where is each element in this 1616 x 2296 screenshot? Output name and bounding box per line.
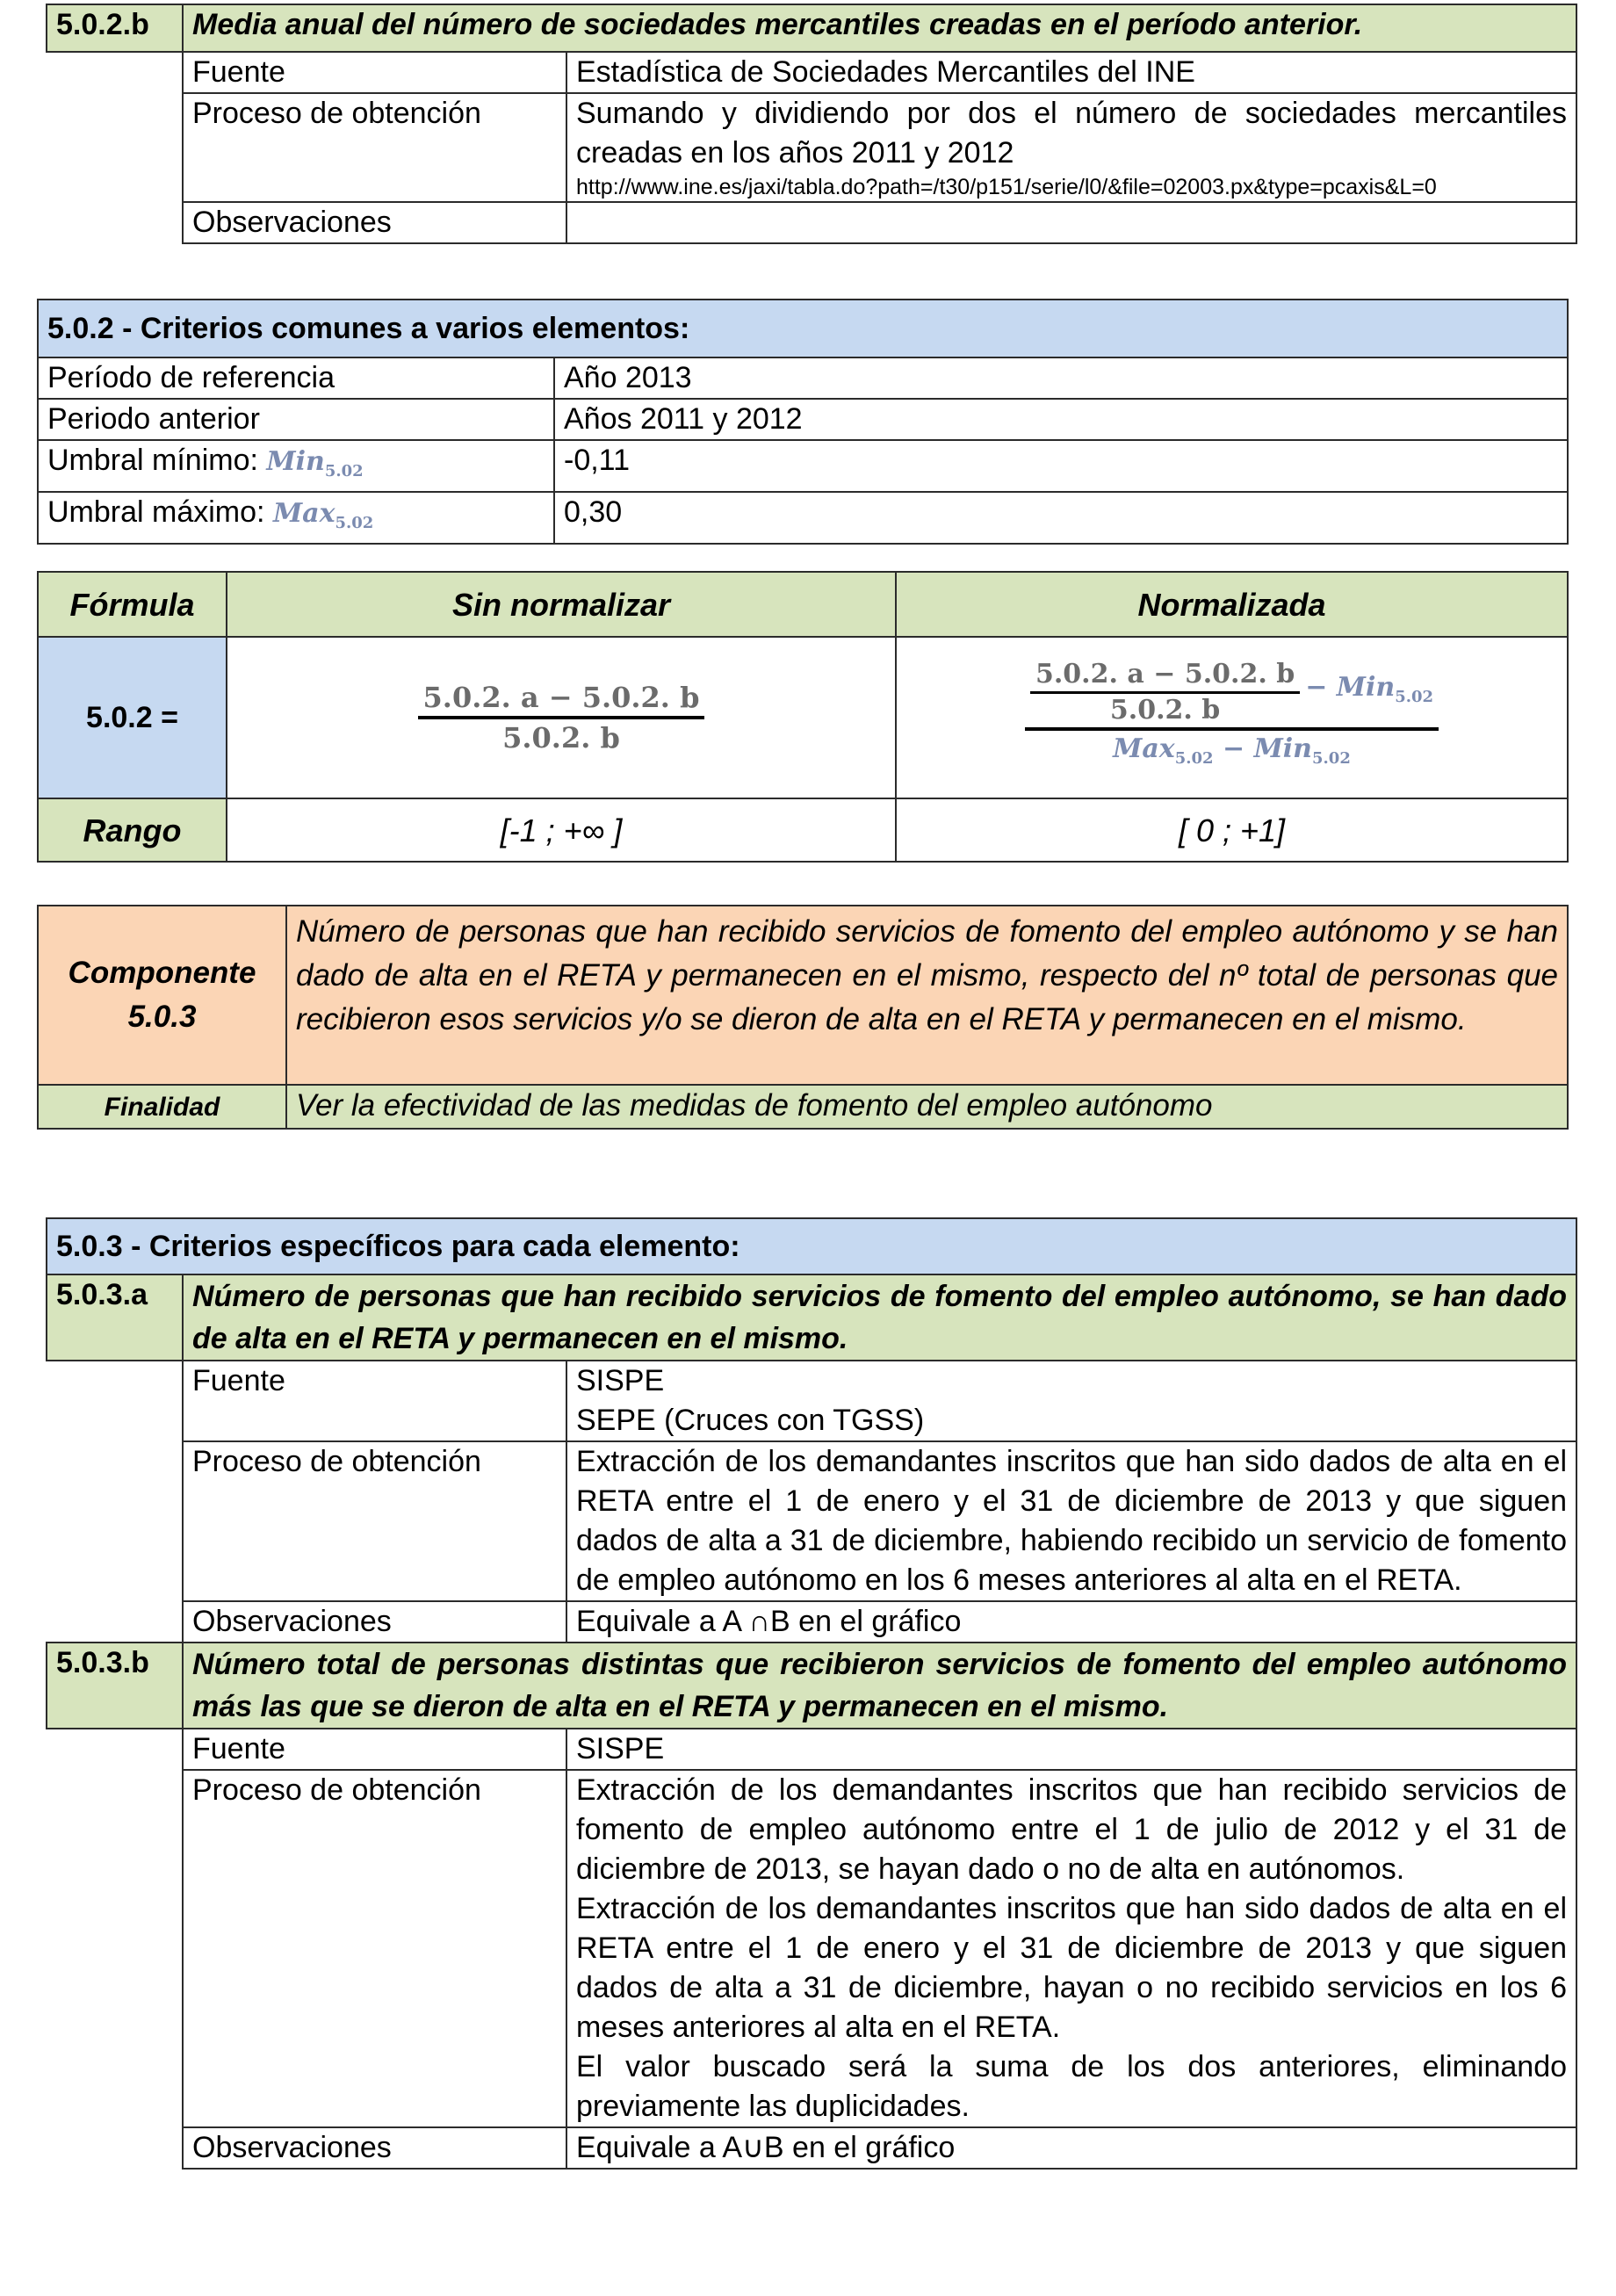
proceso-text: Sumando y dividiendo por dos el número de sociedades mercantiles creadas en los años 2011 y 2012	[576, 97, 1567, 170]
fuente-value-a: SISPE SEPE (Cruces con TGSS)	[566, 1361, 1576, 1441]
crit-value-2: -0,11	[554, 440, 1568, 492]
code-502b: 5.0.2.b	[47, 4, 183, 52]
fuente-label: Fuente	[183, 52, 566, 93]
criterios-especificos-header: 5.0.3 - Criterios específicos para cada elemento:	[47, 1218, 1576, 1274]
table-criterios-especificos	[46, 1217, 1577, 2170]
observ-value-b: Equivale a A∪B en el gráfico	[566, 2127, 1576, 2169]
finalidad-label: Finalidad	[38, 1085, 286, 1129]
normalizada-header: Normalizada	[896, 572, 1568, 637]
criterios-comunes-header: 5.0.2 - Criterios comunes a varios elementos:	[38, 300, 1568, 357]
fuente-value: Estadística de Sociedades Mercantiles del INE	[566, 52, 1576, 93]
crit-label-3: Umbral máximo:	[47, 495, 265, 529]
table-criterios-comunes	[37, 299, 1569, 545]
observ-label: Observaciones	[183, 202, 566, 243]
observ-value-a: Equivale a A ∩B en el gráfico	[566, 1601, 1576, 1643]
table-502b	[46, 4, 1577, 244]
fuente-label-a: Fuente	[183, 1361, 566, 1441]
fraction-sin-normalizar: $\frac{5.0.2. a - 5.0.2. b}{5.0.2. b}$	[418, 681, 705, 755]
crit-value-3: 0,30	[554, 492, 1568, 544]
title-503b: Número total de personas distintas que recibieron servicios de fomento del empleo autónomo más las que se dieron de alta en el RETA y permanecen en el mismo.	[183, 1643, 1576, 1729]
fuente-label-b: Fuente	[183, 1729, 566, 1770]
proceso-value	[566, 93, 1576, 202]
proceso-url: http://www.ine.es/jaxi/tabla.do?path=/t30/p151/serie/l0/&file=02003.px&type=pcaxis&L=0	[576, 175, 1437, 199]
code-503b: 5.0.3.b	[47, 1643, 183, 1729]
observ-label-b: Observaciones	[183, 2127, 566, 2169]
code-503a: 5.0.3.a	[47, 1274, 183, 1361]
crit-label-0: Período de referencia	[38, 357, 554, 399]
fraction-normalizada: $\frac{5.0.2. a - 5.0.2. b}{5.0.2. b}$ − Min$_{5.02}$ Max$_{5.02}$ − Min$_{5.02}$	[1025, 660, 1439, 776]
crit-label-1: Periodo anterior	[38, 399, 554, 440]
crit-row-max	[38, 492, 554, 544]
observ-label-a: Observaciones	[183, 1601, 566, 1643]
proceso-label: Proceso de obtención	[183, 93, 566, 202]
max-symbol: Max$_{5.02}$	[272, 498, 374, 532]
crit-value-0: Año 2013	[554, 357, 1568, 399]
proceso-label-b: Proceso de obtención	[183, 1770, 566, 2127]
formula-sin-normalizar	[227, 637, 896, 798]
fuente-value-b: SISPE	[566, 1729, 1576, 1770]
table-formula	[37, 571, 1569, 863]
rango-sin-normalizar: [-1 ; +∞ ]	[227, 798, 896, 862]
proceso-label-a: Proceso de obtención	[183, 1441, 566, 1601]
min-symbol: Min$_{5.02}$	[266, 446, 364, 480]
proceso-value-a: Extracción de los demandantes inscritos que han sido dados de alta en el RETA entre el 1 de enero y el 31 de diciembre de 2013 y que siguen dados de alta a 31 de diciembre, habiendo recibido un servicio de fomento de empleo autónomo en los 6 meses anteriores al alta en el RETA.	[566, 1441, 1576, 1601]
table-componente	[37, 905, 1569, 1130]
rango-normalizada: [ 0 ; +1]	[896, 798, 1568, 862]
componente-label: Componente 5.0.3	[38, 906, 286, 1085]
title-502b: Media anual del número de sociedades mercantiles creadas en el período anterior.	[183, 4, 1576, 52]
formula-row-label: 5.0.2 =	[38, 637, 227, 798]
crit-value-1: Años 2011 y 2012	[554, 399, 1568, 440]
formula-header: Fórmula	[38, 572, 227, 637]
sin-normalizar-header: Sin normalizar	[227, 572, 896, 637]
crit-label-2: Umbral mínimo:	[47, 444, 258, 477]
proceso-value-b: Extracción de los demandantes inscritos que han recibido servicios de fomento de empleo autónomo entre el 1 de julio de 2012 y el 31 de diciembre de 2013, se hayan dado o no de alta en autónomos. Extracción de los demandantes inscritos que han sido dados de alta en el RETA entre el 1 de enero y el 31 de diciembre de 2013 y que siguen dados de alta a 31 de diciembre, hayan o no recibido servicios en los 6 meses anteriores al alta en el RETA. El valor buscado será la suma de los dos anteriores, eliminando previamente las duplicidades.	[566, 1770, 1576, 2127]
rango-label: Rango	[38, 798, 227, 862]
title-503a: Número de personas que han recibido servicios de fomento del empleo autónomo, se han dado de alta en el RETA y permanecen en el mismo.	[183, 1274, 1576, 1361]
componente-text: Número de personas que han recibido servicios de fomento del empleo autónomo y se han dado de alta en el RETA y permanecen en el mismo, respecto del nº total de personas que recibieron esos servicios y/o se dieron de alta en el RETA y permanecen en el mismo.	[286, 906, 1568, 1085]
observ-value	[566, 202, 1576, 243]
crit-row-min	[38, 440, 554, 492]
finalidad-text: Ver la efectividad de las medidas de fomento del empleo autónomo	[286, 1085, 1568, 1129]
formula-normalizada	[896, 637, 1568, 798]
